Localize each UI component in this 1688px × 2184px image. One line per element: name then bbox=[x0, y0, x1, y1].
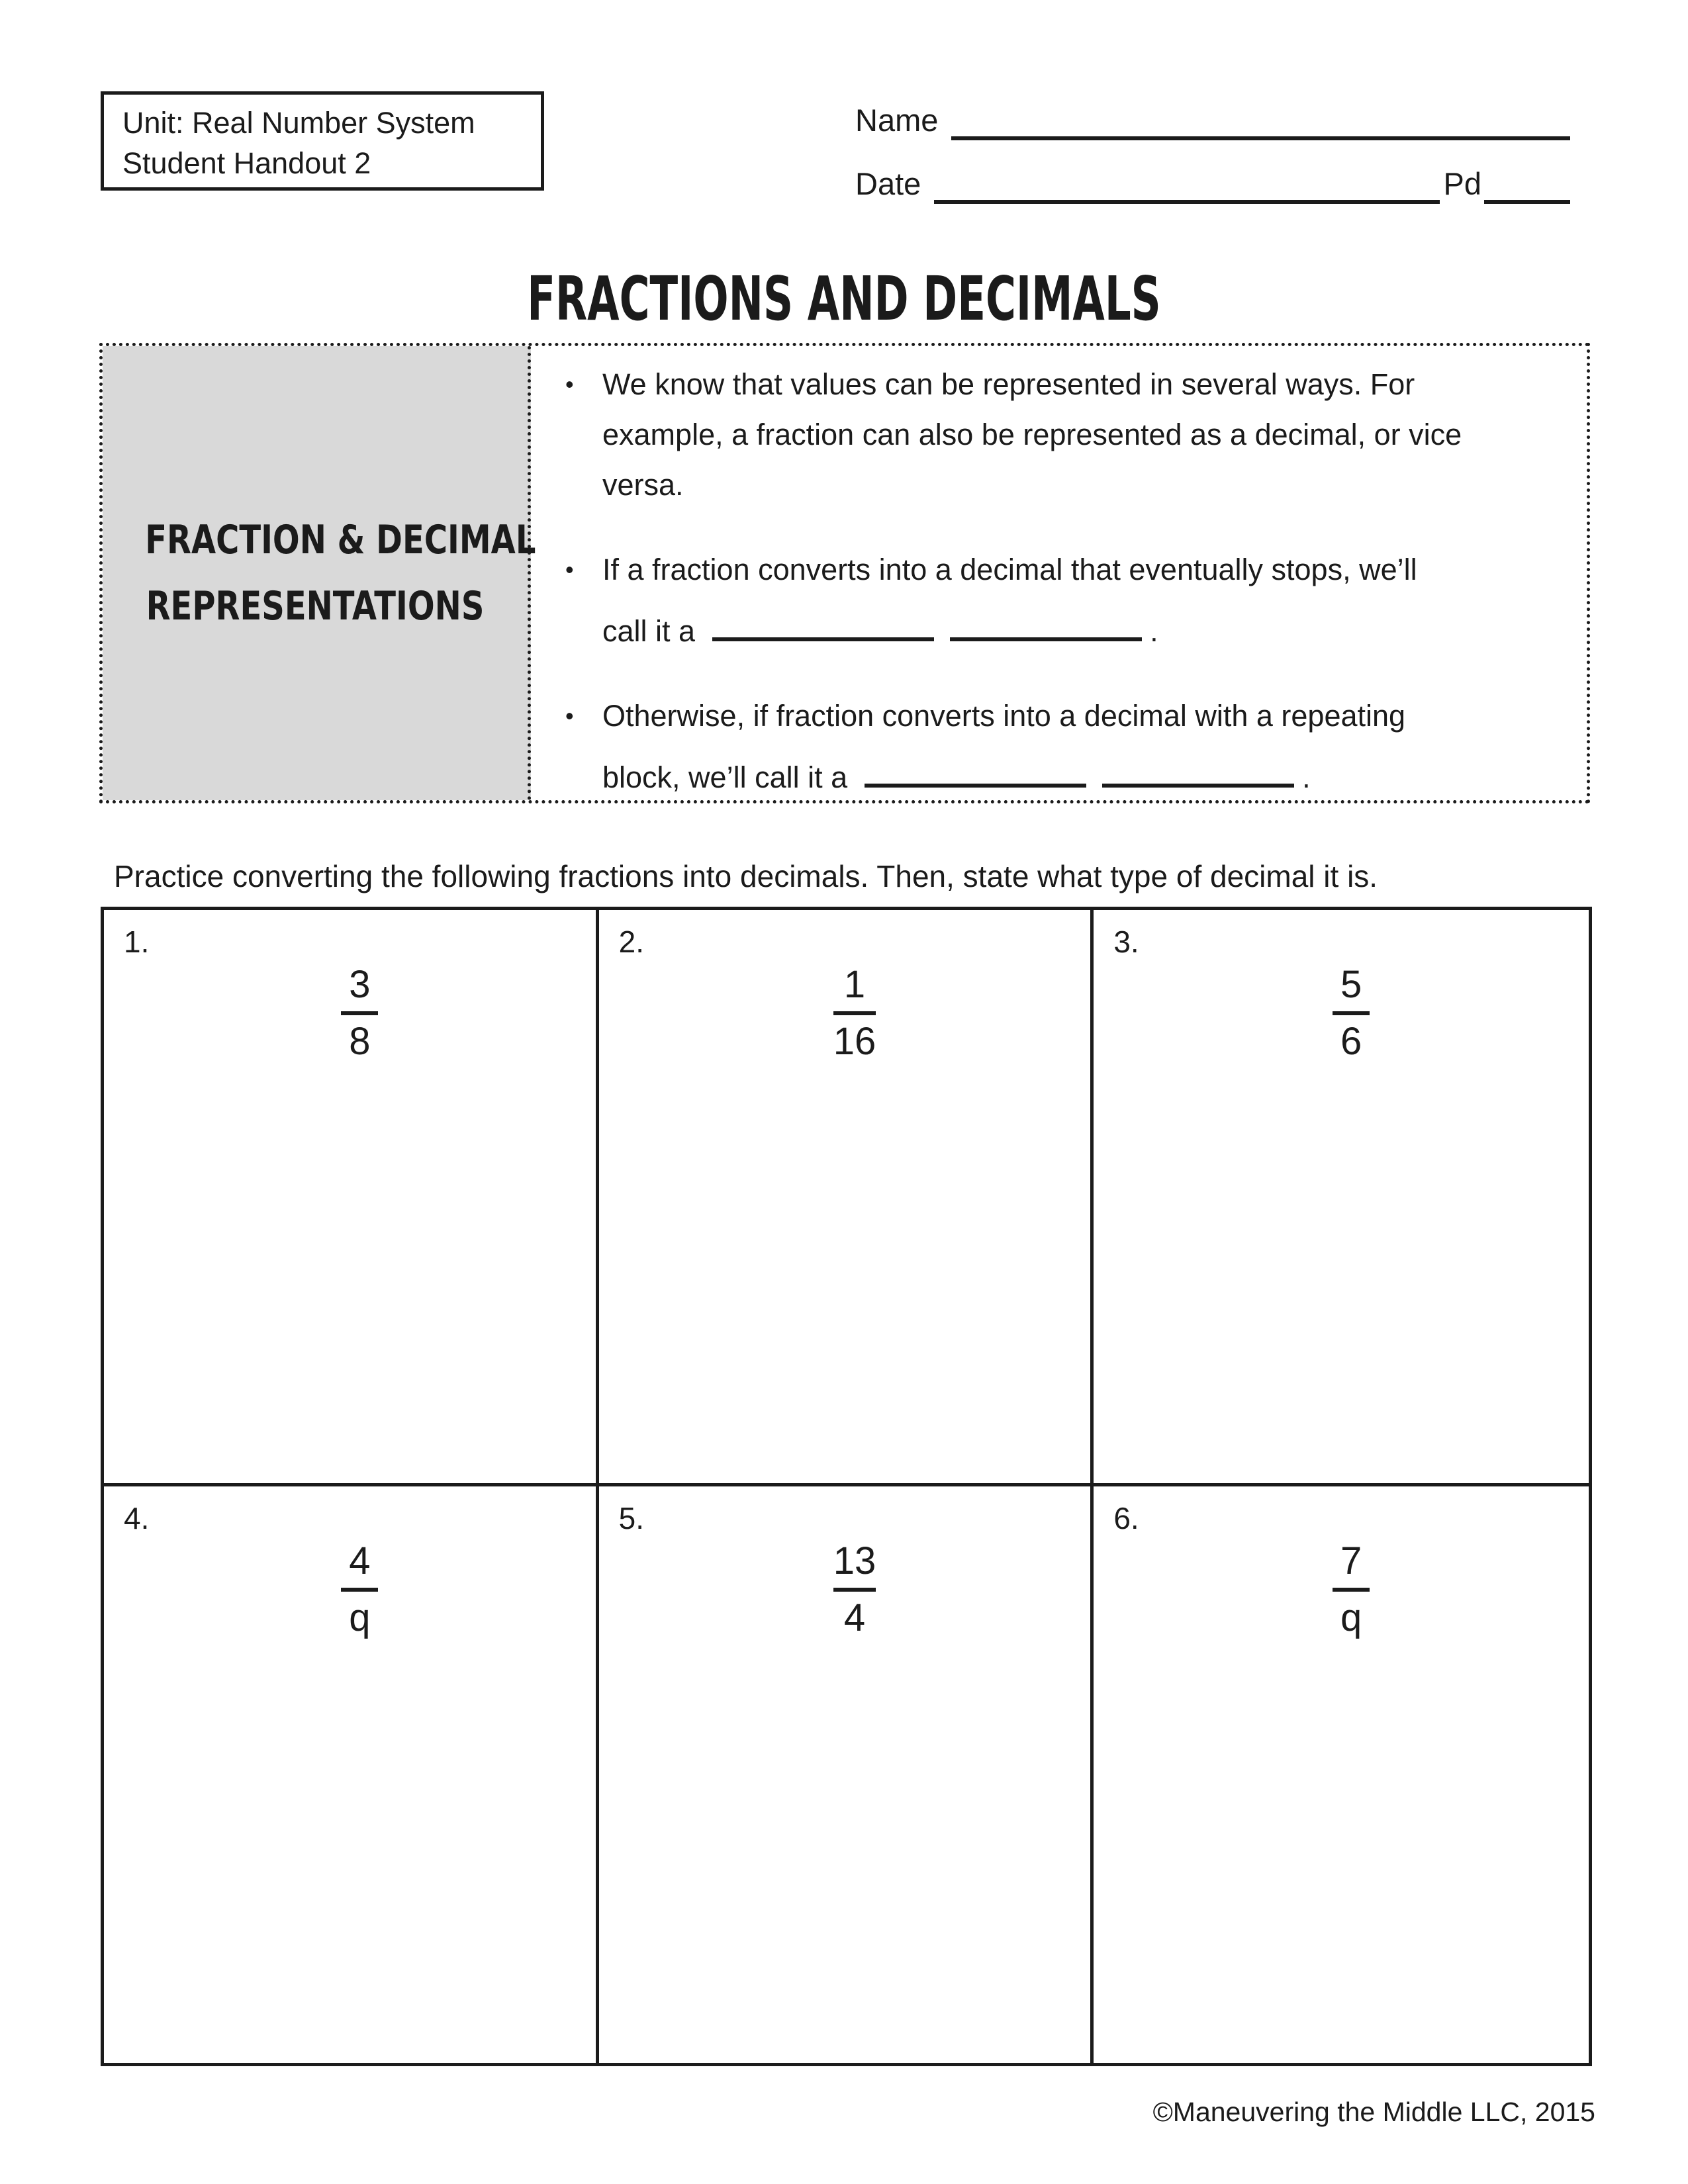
bullet-icon: • bbox=[565, 556, 574, 583]
fraction-wrap bbox=[1113, 1541, 1589, 1639]
bullet-icon: • bbox=[565, 702, 574, 729]
bullet-item-3 bbox=[565, 691, 1563, 803]
fraction-bar bbox=[341, 1588, 378, 1592]
fraction-wrap bbox=[124, 964, 596, 1062]
bullet-2-line-1: If a fraction converts into a decimal that eventually stops, we’ll bbox=[602, 553, 1417, 586]
problem-number: 4. bbox=[124, 1501, 150, 1535]
fraction bbox=[341, 964, 378, 1062]
date-label: Date bbox=[855, 166, 921, 201]
date-blank-line bbox=[934, 161, 1439, 204]
problem-number: 2. bbox=[618, 925, 645, 959]
numerator: 5 bbox=[1340, 963, 1362, 1006]
bullet-1-line-1: We know that values can be represented in several ways. For bbox=[602, 367, 1415, 401]
denominator: q bbox=[349, 1596, 371, 1639]
problem-number: 1. bbox=[124, 925, 150, 959]
bullet-icon: • bbox=[565, 371, 574, 398]
numerator: 3 bbox=[349, 963, 371, 1006]
denominator: 8 bbox=[349, 1020, 371, 1063]
bullet-1-line-2: example, a fraction can also be represented as a decimal, or vice bbox=[602, 418, 1462, 451]
bullet-2-text bbox=[602, 545, 1563, 657]
bullet-1-line-3: versa. bbox=[602, 468, 684, 502]
blank-line bbox=[712, 604, 934, 641]
fraction-wrap bbox=[619, 964, 1091, 1062]
blank-line bbox=[865, 751, 1086, 788]
bullet-1-text bbox=[602, 359, 1563, 510]
numerator: 7 bbox=[1340, 1539, 1362, 1582]
name-row bbox=[855, 93, 1570, 140]
name-label: Name bbox=[855, 103, 939, 138]
concept-title-cell bbox=[103, 346, 536, 800]
denominator: 6 bbox=[1340, 1020, 1362, 1063]
blank-line bbox=[950, 604, 1142, 641]
fraction-wrap bbox=[619, 1541, 1091, 1639]
problem-cell-1 bbox=[104, 910, 599, 1486]
concept-bullet-list bbox=[531, 346, 1587, 800]
bullet-3-line-1: Otherwise, if fraction converts into a decimal with a repeating bbox=[602, 699, 1406, 733]
problem-cell-3 bbox=[1094, 910, 1589, 1486]
unit-title: Unit: Real Number System bbox=[122, 106, 475, 140]
bullet-2-fill-line bbox=[602, 604, 1563, 657]
page-title: FRACTIONS AND DECIMALS bbox=[527, 263, 1161, 334]
problem-number: 3. bbox=[1113, 925, 1139, 959]
bullet-2-line-2-prefix: call it a bbox=[602, 614, 696, 648]
handout-subtitle: Student Handout 2 bbox=[122, 146, 371, 180]
date-row bbox=[855, 156, 1570, 204]
numerator: 1 bbox=[843, 963, 866, 1006]
denominator: q bbox=[1340, 1596, 1362, 1639]
fraction bbox=[833, 1541, 876, 1639]
problem-cell-5 bbox=[599, 1486, 1094, 2063]
problem-cell-4 bbox=[104, 1486, 599, 2063]
bullet-3-line-2-prefix: block, we’ll call it a bbox=[602, 760, 848, 794]
fraction-wrap bbox=[1113, 964, 1589, 1062]
blank-line bbox=[1102, 751, 1294, 788]
sentence-period: . bbox=[1150, 614, 1158, 648]
unit-info-box bbox=[101, 91, 544, 191]
denominator: 16 bbox=[833, 1020, 876, 1063]
name-blank-line bbox=[951, 98, 1570, 140]
numerator: 13 bbox=[833, 1539, 876, 1582]
bullet-3-fill-line bbox=[602, 751, 1563, 803]
bullet-item-1 bbox=[565, 359, 1563, 510]
fraction-bar bbox=[1333, 1011, 1370, 1015]
fraction-bar bbox=[833, 1011, 876, 1015]
numerator: 4 bbox=[349, 1539, 371, 1582]
problem-cell-6 bbox=[1094, 1486, 1589, 2063]
problem-number: 6. bbox=[1113, 1501, 1139, 1535]
bullet-3-text bbox=[602, 691, 1563, 803]
period-label: Pd bbox=[1443, 166, 1481, 201]
name-date-block bbox=[855, 93, 1570, 204]
fraction-wrap bbox=[124, 1541, 596, 1639]
problem-number: 5. bbox=[618, 1501, 645, 1535]
bullet-item-2 bbox=[565, 545, 1563, 657]
footer-copyright: ©Maneuvering the Middle LLC, 2015 bbox=[1152, 2097, 1595, 2127]
problem-cell-2 bbox=[599, 910, 1094, 1486]
fraction-bar bbox=[1333, 1588, 1370, 1592]
concept-title-line-2: REPRESENTATIONS bbox=[146, 583, 485, 629]
concept-title-line-1: FRACTION & DECIMAL bbox=[145, 517, 536, 563]
concept-box bbox=[99, 343, 1590, 803]
denominator: 4 bbox=[843, 1596, 866, 1639]
fraction bbox=[833, 964, 876, 1062]
practice-instruction: Practice converting the following fractions into decimals. Then, state what type of decimal it is. bbox=[114, 859, 1378, 893]
sentence-period: . bbox=[1302, 760, 1311, 794]
fraction bbox=[1333, 964, 1370, 1062]
fraction-bar bbox=[833, 1588, 876, 1592]
fraction-bar bbox=[341, 1011, 378, 1015]
fraction bbox=[341, 1541, 378, 1639]
period-blank-line bbox=[1484, 161, 1570, 204]
problems-grid bbox=[101, 907, 1592, 2066]
fraction bbox=[1333, 1541, 1370, 1639]
